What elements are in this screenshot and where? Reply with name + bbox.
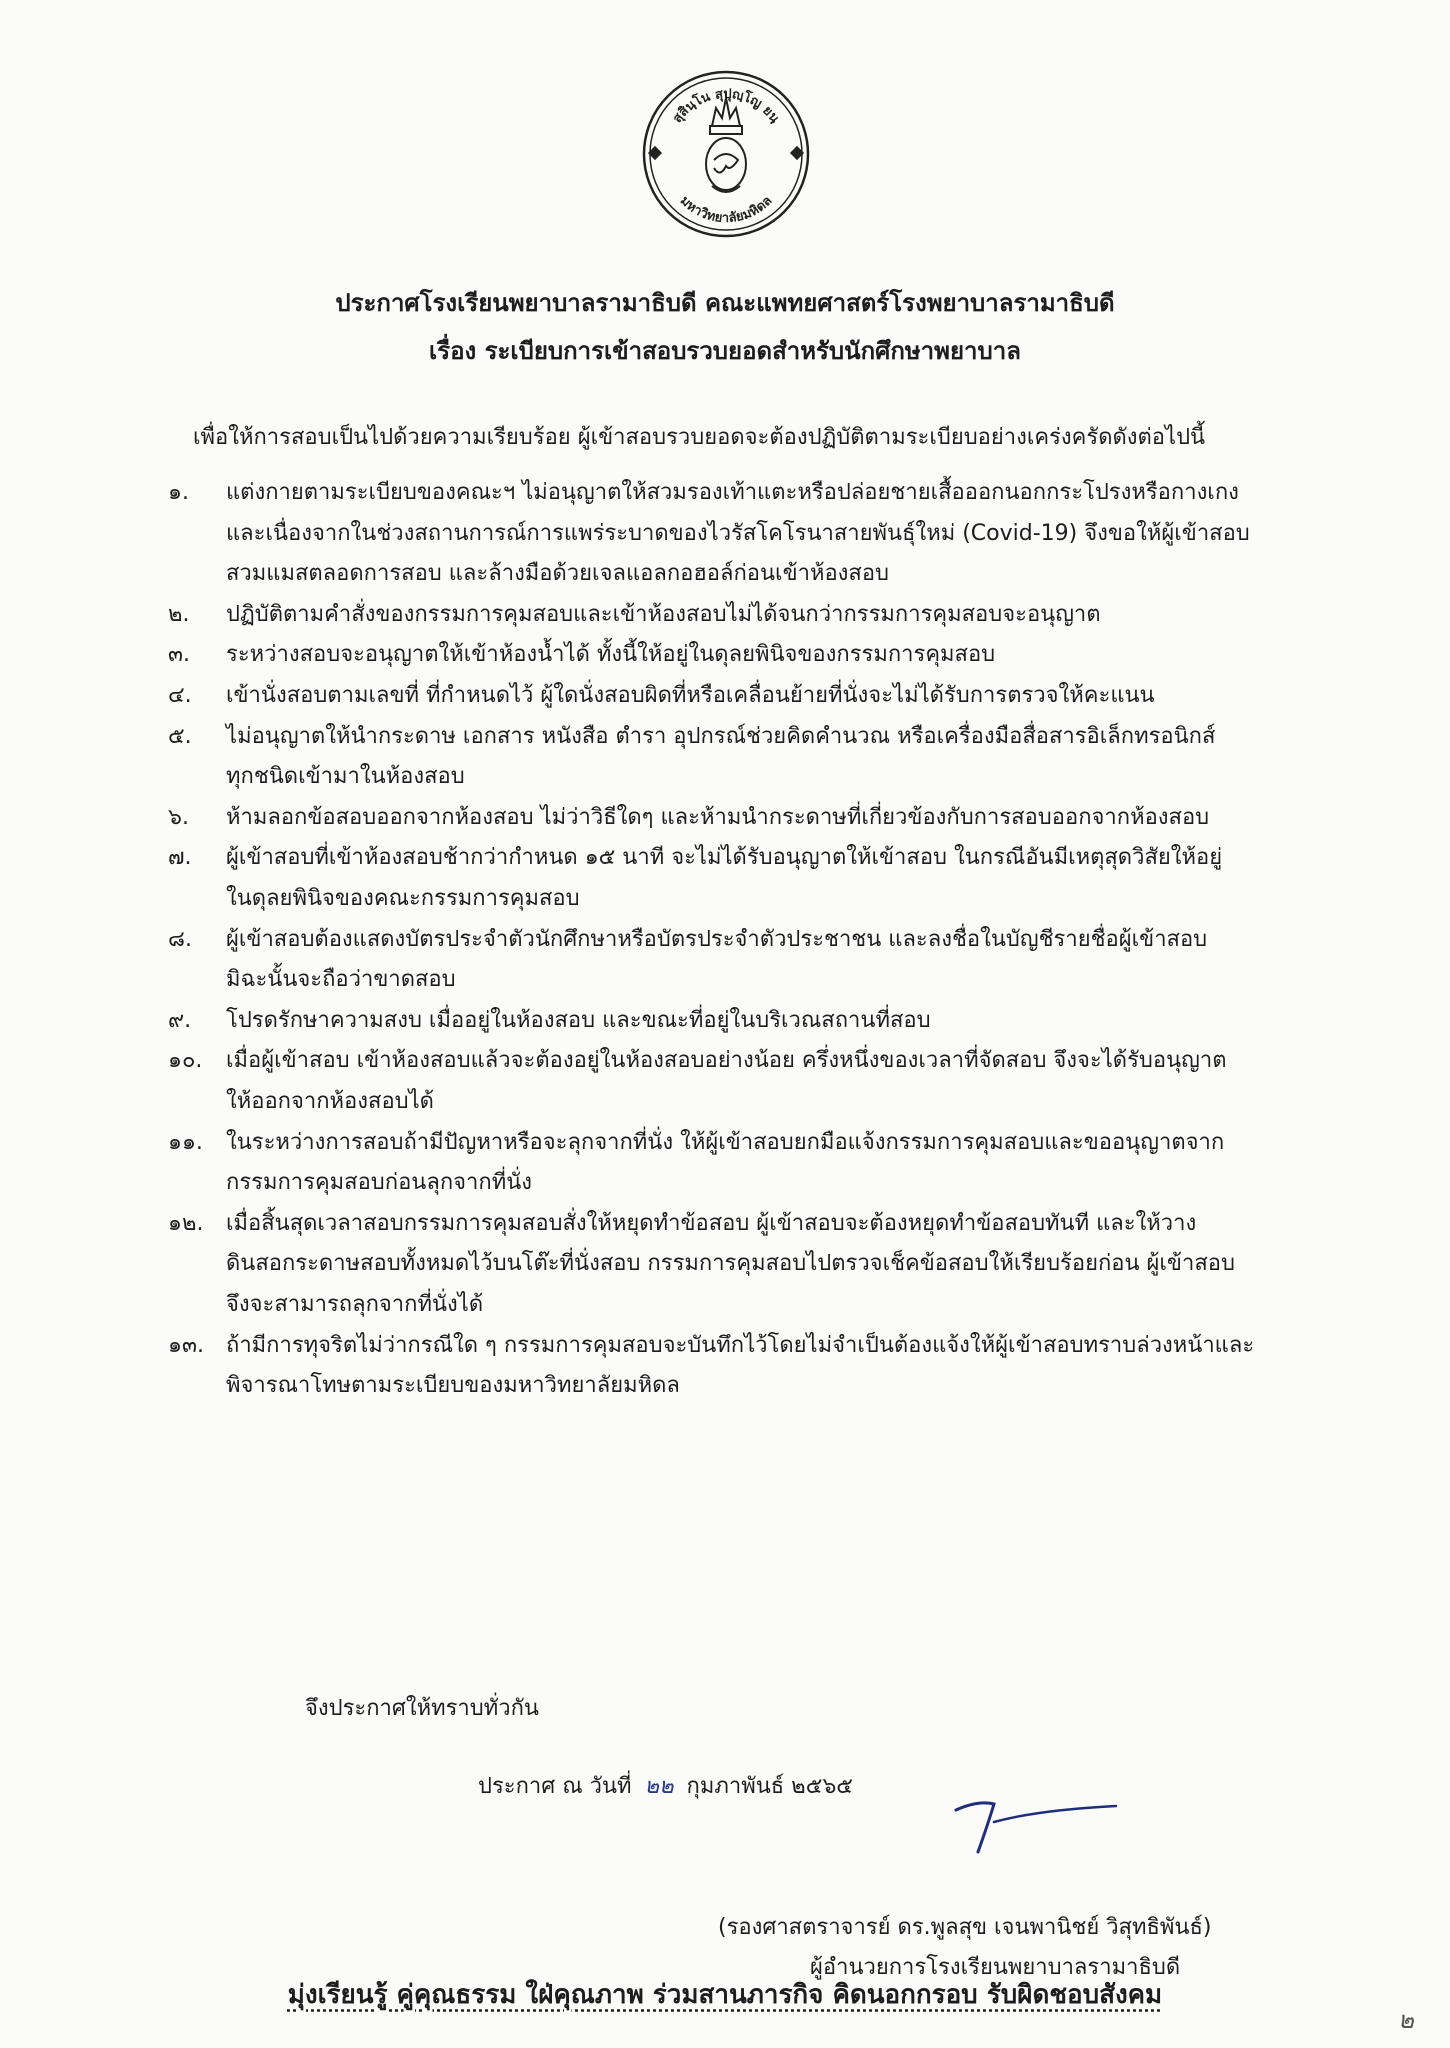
rule-text-line: ระหว่างสอบจะอนุญาตให้เข้าห้องน้ำได้ ทั้งนี้ให้อยู่ในดุลยพินิจของกรรมการคุมสอบ — [226, 642, 996, 668]
signer-title: ผู้อำนวยการโรงเรียนพยาบาลรามาธิบดี — [810, 1955, 1181, 1980]
page-number-mark: ๒ — [1398, 2006, 1414, 2034]
rule-text-line: ผู้เข้าสอบที่เข้าห้องสอบช้ากว่ากำหนด ๑๕ นาที จะไม่ได้รับอนุญาตให้เข้าสอบ ในกรณีอันมีเหตุสุดวิสัยให้อยู่ — [226, 845, 1223, 871]
rule-number: ๖. — [168, 804, 189, 830]
rule-text-line: สวมแมสตลอดการสอบ และล้างมือด้วยเจลแอลกอฮอล์ก่อนเข้าห้องสอบ — [226, 561, 890, 587]
rule-number: ๕. — [168, 723, 192, 749]
rule-number: ๑๑. — [168, 1129, 203, 1155]
rule-text-line: ดินสอกระดาษสอบทั้งหมดไว้บนโต๊ะที่นั่งสอบ กรรมการคุมสอบไปตรวจเช็คข้อสอบให้เรียบร้อยก่อน ผู้เข้าสอบ — [226, 1251, 1235, 1277]
rule-text-line: ถ้ามีการทุจริตไม่ว่ากรณีใด ๆ กรรมการคุมสอบจะบันทึกไว้โดยไม่จำเป็นต้องแจ้งให้ผู้เข้าสอบทราบล่วงหน้าและ — [226, 1332, 1255, 1358]
seal-bottom-text: มหาวิทยาลัยมหิดล — [676, 193, 776, 227]
signer-name: (รองศาสตราจารย์ ดร.พูลสุข เจนพานิชย์ วิสุทธิพันธ์) — [718, 1915, 1212, 1940]
rule-number: ๑๐. — [168, 1048, 203, 1074]
date-prefix: ประกาศ ณ วันที่ — [478, 1774, 632, 1799]
announcement-subject: เรื่อง ระเบียบการเข้าสอบรวบยอดสำหรับนักศึกษาพยาบาล — [429, 337, 1021, 365]
handwritten-signature — [948, 1782, 1128, 1872]
rule-text-line: ทุกชนิดเข้ามาในห้องสอบ — [226, 764, 465, 790]
rule-text-line: ห้ามลอกข้อสอบออกจากห้องสอบ ไม่ว่าวิธีใดๆ และห้ามนำกระดาษที่เกี่ยวข้องกับการสอบออกจากห้องสอบ — [226, 804, 1210, 830]
seal-top-text: สุสินฺโน สุปุญฺโญ ยนฺ — [670, 86, 782, 126]
announce-closing: จึงประกาศให้ทราบทั่วกัน — [305, 1696, 539, 1721]
footer-slogan: มุ่งเรียนรู้ คู่คุณธรรม ใฝ่คุณภาพ ร่วมสานภารกิจ คิดนอกกรอบ รับผิดชอบสังคม — [287, 1980, 1163, 2010]
rule-number: ๗. — [168, 845, 192, 871]
rule-text-line: ปฏิบัติตามคำสั่งของกรรมการคุมสอบและเข้าห้องสอบไม่ได้จนกว่ากรรมการคุมสอบจะอนุญาต — [226, 601, 1101, 627]
rule-number: ๙. — [168, 1007, 192, 1033]
rule-text-line: ในดุลยพินิจของคณะกรรมการคุมสอบ — [226, 886, 580, 911]
rule-number: ๘. — [168, 926, 192, 952]
date-day: ๒๒ — [644, 1774, 674, 1799]
rule-text-line: ผู้เข้าสอบต้องแสดงบัตรประจำตัวนักศึกษาหรือบัตรประจำตัวประชาชน และลงชื่อในบัญชีรายชื่อผู้เข้าสอบ — [226, 926, 1208, 952]
rule-number: ๒. — [168, 601, 190, 627]
rule-text-line: จึงจะสามารถลุกจากที่นั่งได้ — [226, 1292, 484, 1317]
rule-text-line: กรรมการคุมสอบก่อนลุกจากที่นั่ง — [226, 1170, 532, 1196]
announcement-title: ประกาศโรงเรียนพยาบาลรามาธิบดี คณะแพทยศาสตร์โรงพยาบาลรามาธิบดี — [335, 289, 1115, 317]
rule-text-line: มิฉะนั้นจะถือว่าขาดสอบ — [226, 967, 456, 993]
rule-number: ๔. — [168, 683, 192, 708]
announcement-date — [478, 1772, 853, 1802]
rule-text-line: เมื่อสิ้นสุดเวลาสอบกรรมการคุมสอบสั่งให้หยุดทำข้อสอบ ผู้เข้าสอบจะต้องหยุดทำข้อสอบทันที และให้วาง — [226, 1210, 1197, 1236]
rule-text-line: เมื่อผู้เข้าสอบ เข้าห้องสอบแล้วจะต้องอยู่ในห้องสอบอย่างน้อย ครึ่งหนึ่งของเวลาที่จัดสอบ จึงจะได้รับอนุญาต — [226, 1048, 1227, 1074]
rule-number: ๑๒. — [168, 1210, 204, 1236]
rule-text-line: ไม่อนุญาตให้นำกระดาษ เอกสาร หนังสือ ตำรา อุปกรณ์ช่วยคิดคำนวณ หรือเครื่องมือสื่อสารอิเล็กทรอนิกส์ — [226, 723, 1216, 749]
rule-number: ๑๓. — [168, 1332, 204, 1358]
rule-text-line: ให้ออกจากห้องสอบได้ — [226, 1089, 434, 1114]
rule-text-line: และเนื่องจากในช่วงสถานการณ์การแพร่ระบาดของไวรัสโคโรนาสายพันธุ์ใหม่ (Covid-19) จึงขอให้ผู้เข้าสอบ — [226, 520, 1250, 546]
intro-paragraph: เพื่อให้การสอบเป็นไปด้วยความเรียบร้อย ผู้เข้าสอบรวบยอดจะต้องปฏิบัติตามระเบียบอย่างเคร่งครัดดังต่อไปนี้ — [193, 425, 1206, 450]
date-suffix: กุมภาพันธ์ ๒๕๖๕ — [686, 1774, 853, 1799]
rule-number: ๑. — [168, 480, 189, 505]
rule-text-line: พิจารณาโทษตามระเบียบของมหาวิทยาลัยมหิดล — [226, 1373, 680, 1399]
rule-text-line: เข้านั่งสอบตามเลขที่ ที่กำหนดไว้ ผู้ใดนั่งสอบผิดที่หรือเคลื่อนย้ายที่นั่งจะไม่ได้รับการตรวจให้คะแนน — [226, 683, 1155, 708]
rule-text-line: ในระหว่างการสอบถ้ามีปัญหาหรือจะลุกจากที่นั่ง ให้ผู้เข้าสอบยกมือแจ้งกรรมการคุมสอบและขออนุญาตจาก — [226, 1129, 1225, 1155]
rule-text-line: แต่งกายตามระเบียบของคณะฯ ไม่อนุญาตให้สวมรองเท้าแตะหรือปล่อยชายเสื้อออกนอกกระโปรงหรือกางเกง — [226, 480, 1239, 505]
rule-text-line: โปรดรักษาความสงบ เมื่ออยู่ในห้องสอบ และขณะที่อยู่ในบริเวณสถานที่สอบ — [226, 1007, 931, 1033]
mahidol-university-seal — [640, 68, 812, 240]
rule-number: ๓. — [168, 642, 191, 668]
